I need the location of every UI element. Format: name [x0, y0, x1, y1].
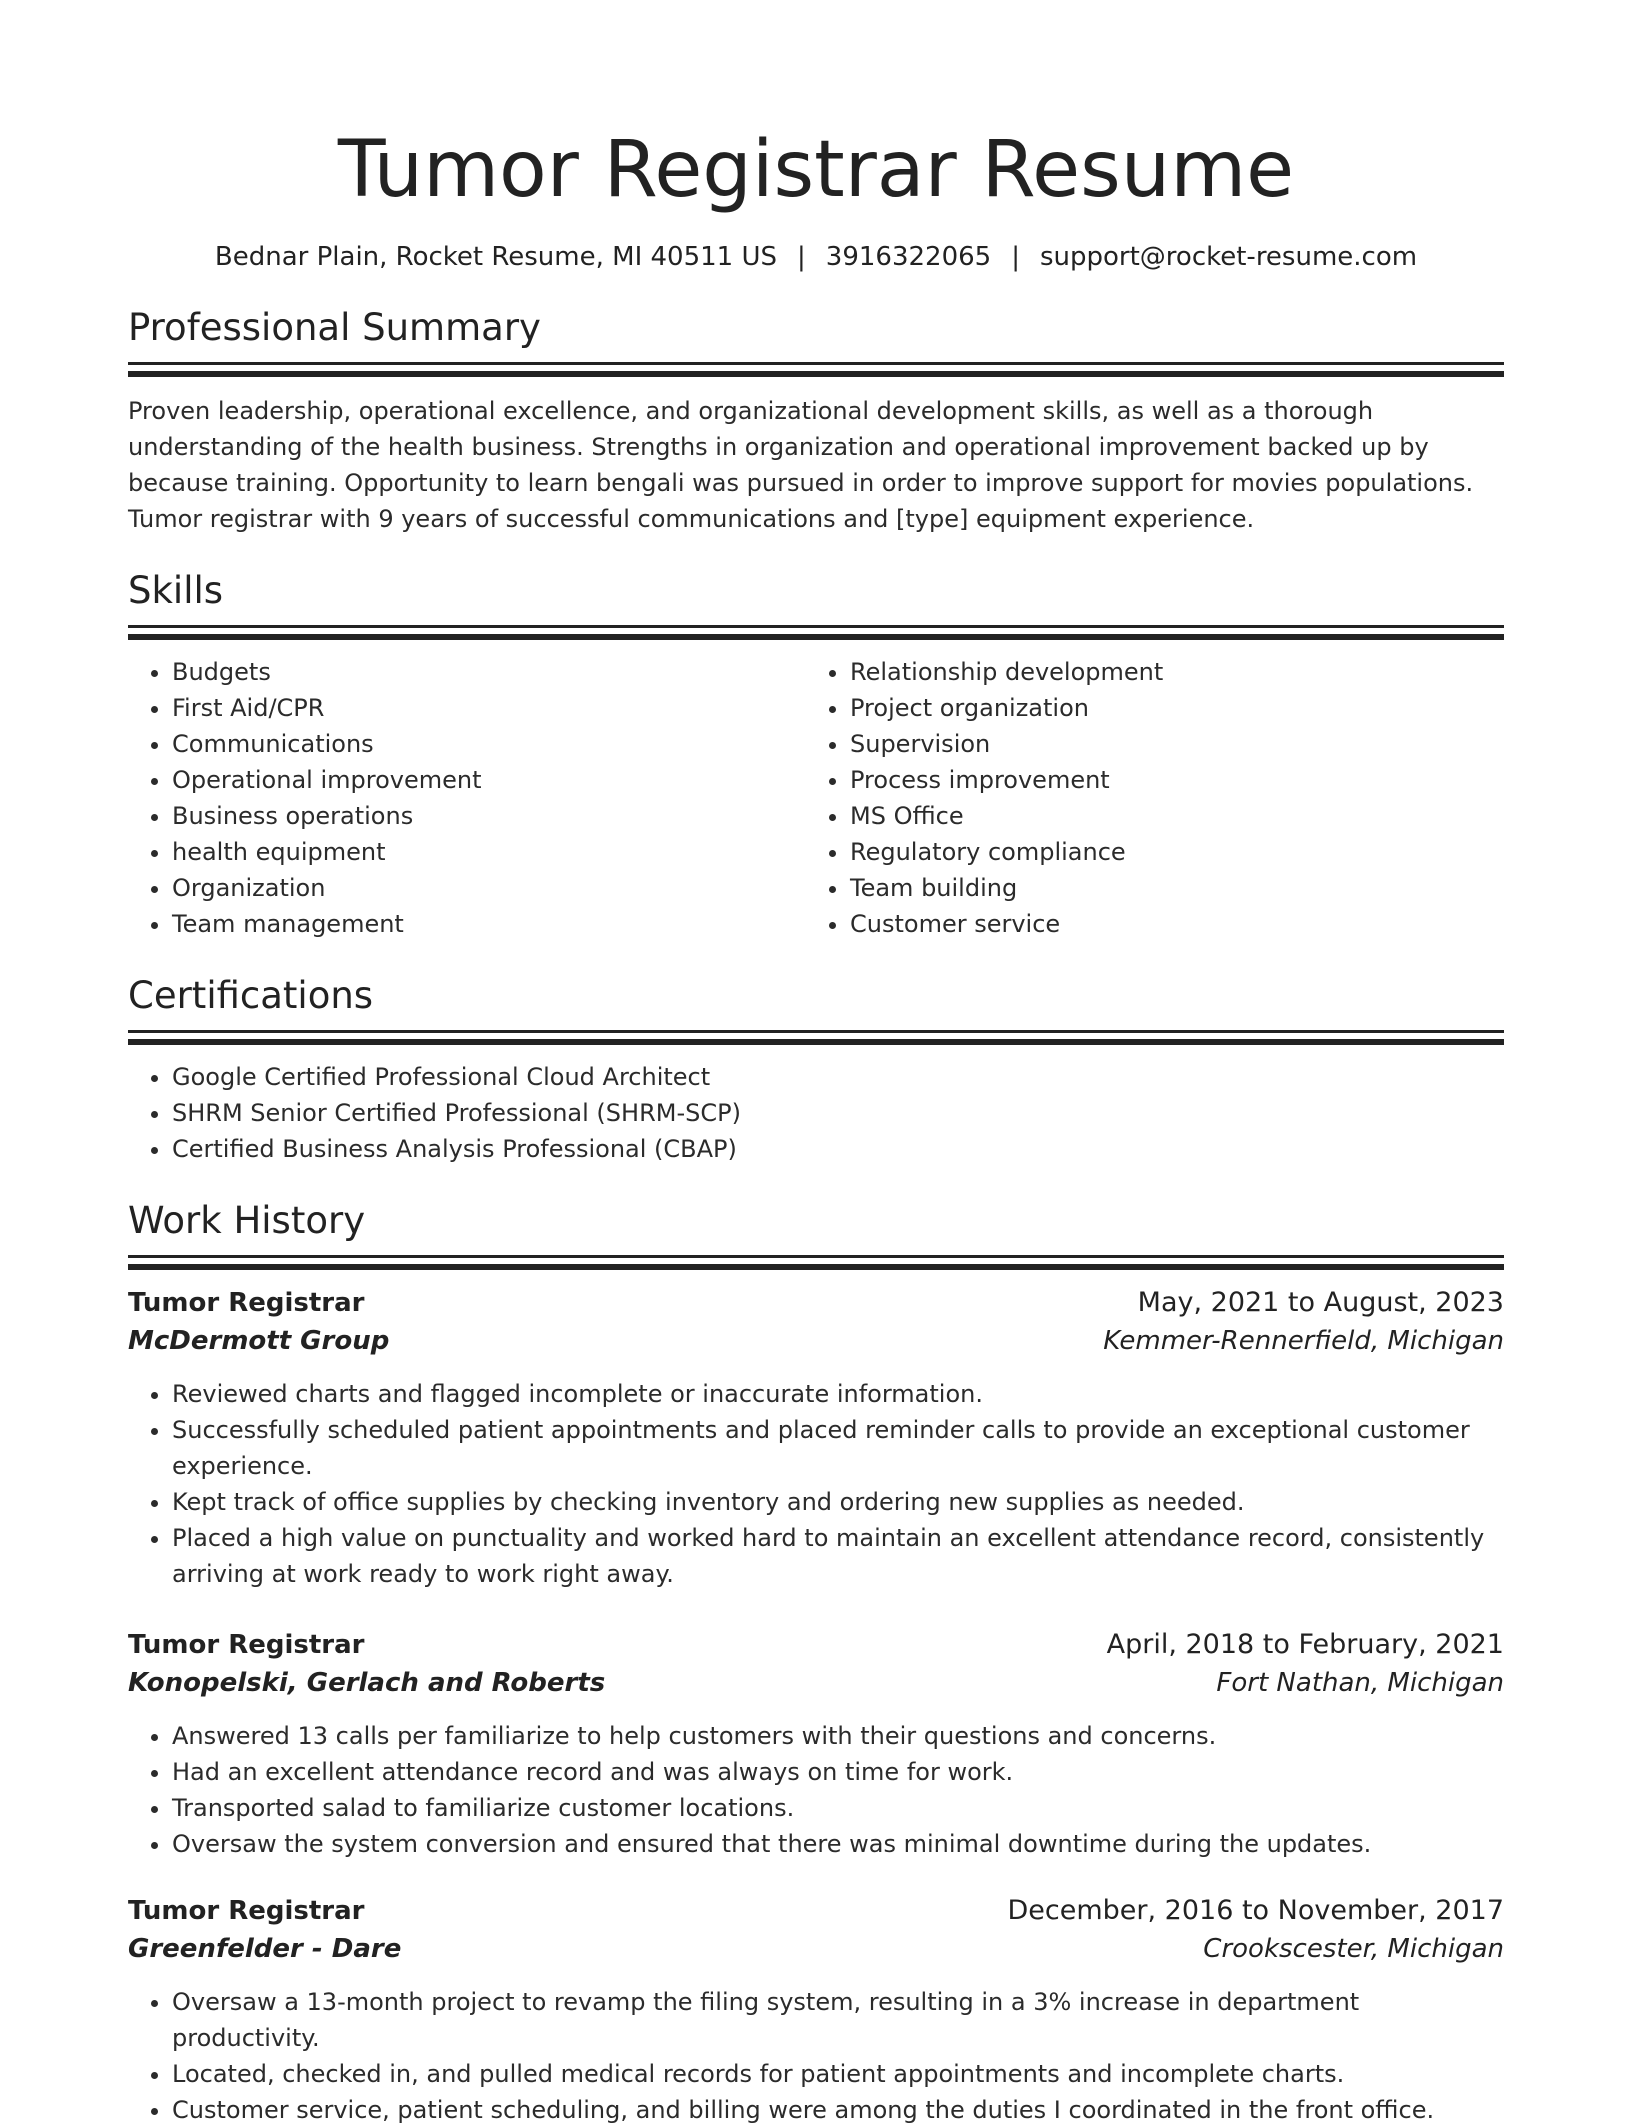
job-location: Kemmer-Rennerfield, Michigan: [1103, 1326, 1504, 1356]
job-company-row: [128, 1664, 1504, 1702]
job-bullet: • Oversaw a 13-month project to revamp the filing system, resulting in a 3% increase in department productivity.: [172, 1984, 1504, 2056]
section-title-certifications: Certifications: [128, 974, 374, 1017]
job-bullets: [128, 1718, 1504, 1862]
skill-item: • Process improvement: [850, 762, 1484, 798]
section-divider: [128, 1255, 1504, 1258]
skill-item: • Team building: [850, 870, 1484, 906]
job-bullet: • Placed a high value on punctuality and worked hard to maintain an excellent attendance record, consistently arriving at work ready to work right away.: [172, 1520, 1504, 1592]
job-bullet: • Answered 13 calls per familiarize to help customers with their questions and concerns.: [172, 1718, 1504, 1754]
skills-column-left: [128, 654, 806, 942]
contact-separator: |: [797, 242, 806, 272]
contact-phone: 3916322065: [825, 242, 992, 272]
job-bullet: • Kept track of office supplies by checking inventory and ordering new supplies as needed.: [172, 1484, 1504, 1520]
job-title: Tumor Registrar: [128, 1288, 365, 1318]
section-divider-thick: [128, 1039, 1504, 1045]
job-dates: April, 2018 to February, 2021: [1106, 1629, 1504, 1660]
job-location: Crookscester, Michigan: [1203, 1934, 1504, 1964]
certifications-section: [128, 972, 1504, 1167]
section-title-summary: Professional Summary: [128, 306, 541, 349]
job-title: Tumor Registrar: [128, 1896, 365, 1926]
job-company-row: [128, 1322, 1504, 1360]
section-divider-thick: [128, 634, 1504, 640]
skill-item: • Relationship development: [850, 654, 1484, 690]
summary-section: [128, 304, 1504, 537]
section-title-skills: Skills: [128, 569, 224, 612]
contact-line: [128, 240, 1504, 274]
skills-columns: [128, 654, 1504, 942]
job-dates: May, 2021 to August, 2023: [1137, 1287, 1504, 1318]
job-company: Konopelski, Gerlach and Roberts: [128, 1668, 606, 1698]
skill-item: • Business operations: [172, 798, 806, 834]
section-divider: [128, 1030, 1504, 1033]
job-bullet: • Reviewed charts and flagged incomplete or inaccurate information.: [172, 1376, 1504, 1412]
skills-column-right: [806, 654, 1484, 942]
section-divider-thick: [128, 371, 1504, 377]
summary-text: Proven leadership, operational excellence, and organizational development skills, as well as a thorough understanding of the health business. Strengths in organization and operational improvement backed up by because training. Opportunity to learn bengali was pursued in order to improve support for movies populations. Tumor registrar with 9 years of successful communications and [type] equipment experience.: [128, 397, 1474, 533]
certification-item: • SHRM Senior Certified Professional (SHRM-SCP): [172, 1095, 1504, 1131]
job-bullet: • Transported salad to familiarize customer locations.: [172, 1790, 1504, 1826]
job-header-row: [128, 1284, 1504, 1322]
job-bullet: • Located, checked in, and pulled medical records for patient appointments and incomplete charts.: [172, 2056, 1504, 2092]
work-history-section: [128, 1197, 1504, 2128]
section-title-work-history: Work History: [128, 1199, 366, 1242]
job-dates: December, 2016 to November, 2017: [1007, 1895, 1504, 1926]
job-company-row: [128, 1930, 1504, 1968]
job-bullet: • Successfully scheduled patient appointments and placed reminder calls to provide an exceptional customer experience.: [172, 1412, 1504, 1484]
job-entry: [128, 1284, 1504, 1592]
skill-item: • MS Office: [850, 798, 1484, 834]
job-header-row: [128, 1626, 1504, 1664]
contact-address: Bednar Plain, Rocket Resume, MI 40511 US: [214, 242, 778, 272]
skill-item: • Supervision: [850, 726, 1484, 762]
section-divider-thick: [128, 1264, 1504, 1270]
skill-item: • Organization: [172, 870, 806, 906]
job-bullet: • Had an excellent attendance record and was always on time for work.: [172, 1754, 1504, 1790]
skill-item: • health equipment: [172, 834, 806, 870]
certification-item: • Certified Business Analysis Professional (CBAP): [172, 1131, 1504, 1167]
skill-item: • Operational improvement: [172, 762, 806, 798]
job-bullet: • Oversaw the system conversion and ensured that there was minimal downtime during the updates.: [172, 1826, 1504, 1862]
certification-item: • Google Certified Professional Cloud Architect: [172, 1059, 1504, 1095]
skill-item: • Customer service: [850, 906, 1484, 942]
resume-title: Tumor Registrar Resume: [337, 125, 1295, 215]
skill-item: • Project organization: [850, 690, 1484, 726]
skill-item: • Communications: [172, 726, 806, 762]
job-header-row: [128, 1892, 1504, 1930]
contact-email: support@rocket-resume.com: [1039, 242, 1418, 272]
skills-section: [128, 567, 1504, 942]
job-bullets: [128, 1376, 1504, 1592]
skill-item: • Regulatory compliance: [850, 834, 1484, 870]
job-company: McDermott Group: [128, 1326, 390, 1356]
certifications-list: [128, 1059, 1504, 1167]
section-divider: [128, 625, 1504, 628]
contact-separator: |: [1011, 242, 1020, 272]
skill-item: • Budgets: [172, 654, 806, 690]
skill-item: • First Aid/CPR: [172, 690, 806, 726]
section-divider: [128, 362, 1504, 365]
resume-page: [128, 0, 1504, 2128]
job-title: Tumor Registrar: [128, 1630, 365, 1660]
job-company: Greenfelder - Dare: [128, 1934, 402, 1964]
skills-list-right: [806, 654, 1484, 942]
job-bullet: • Customer service, patient scheduling, and billing were among the duties I coordinated in the front office.: [172, 2092, 1504, 2128]
skill-item: • Team management: [172, 906, 806, 942]
job-bullets: [128, 1984, 1504, 2128]
job-entry: [128, 1626, 1504, 1862]
job-entry: [128, 1892, 1504, 2128]
skills-list-left: [128, 654, 806, 942]
job-location: Fort Nathan, Michigan: [1216, 1668, 1504, 1698]
